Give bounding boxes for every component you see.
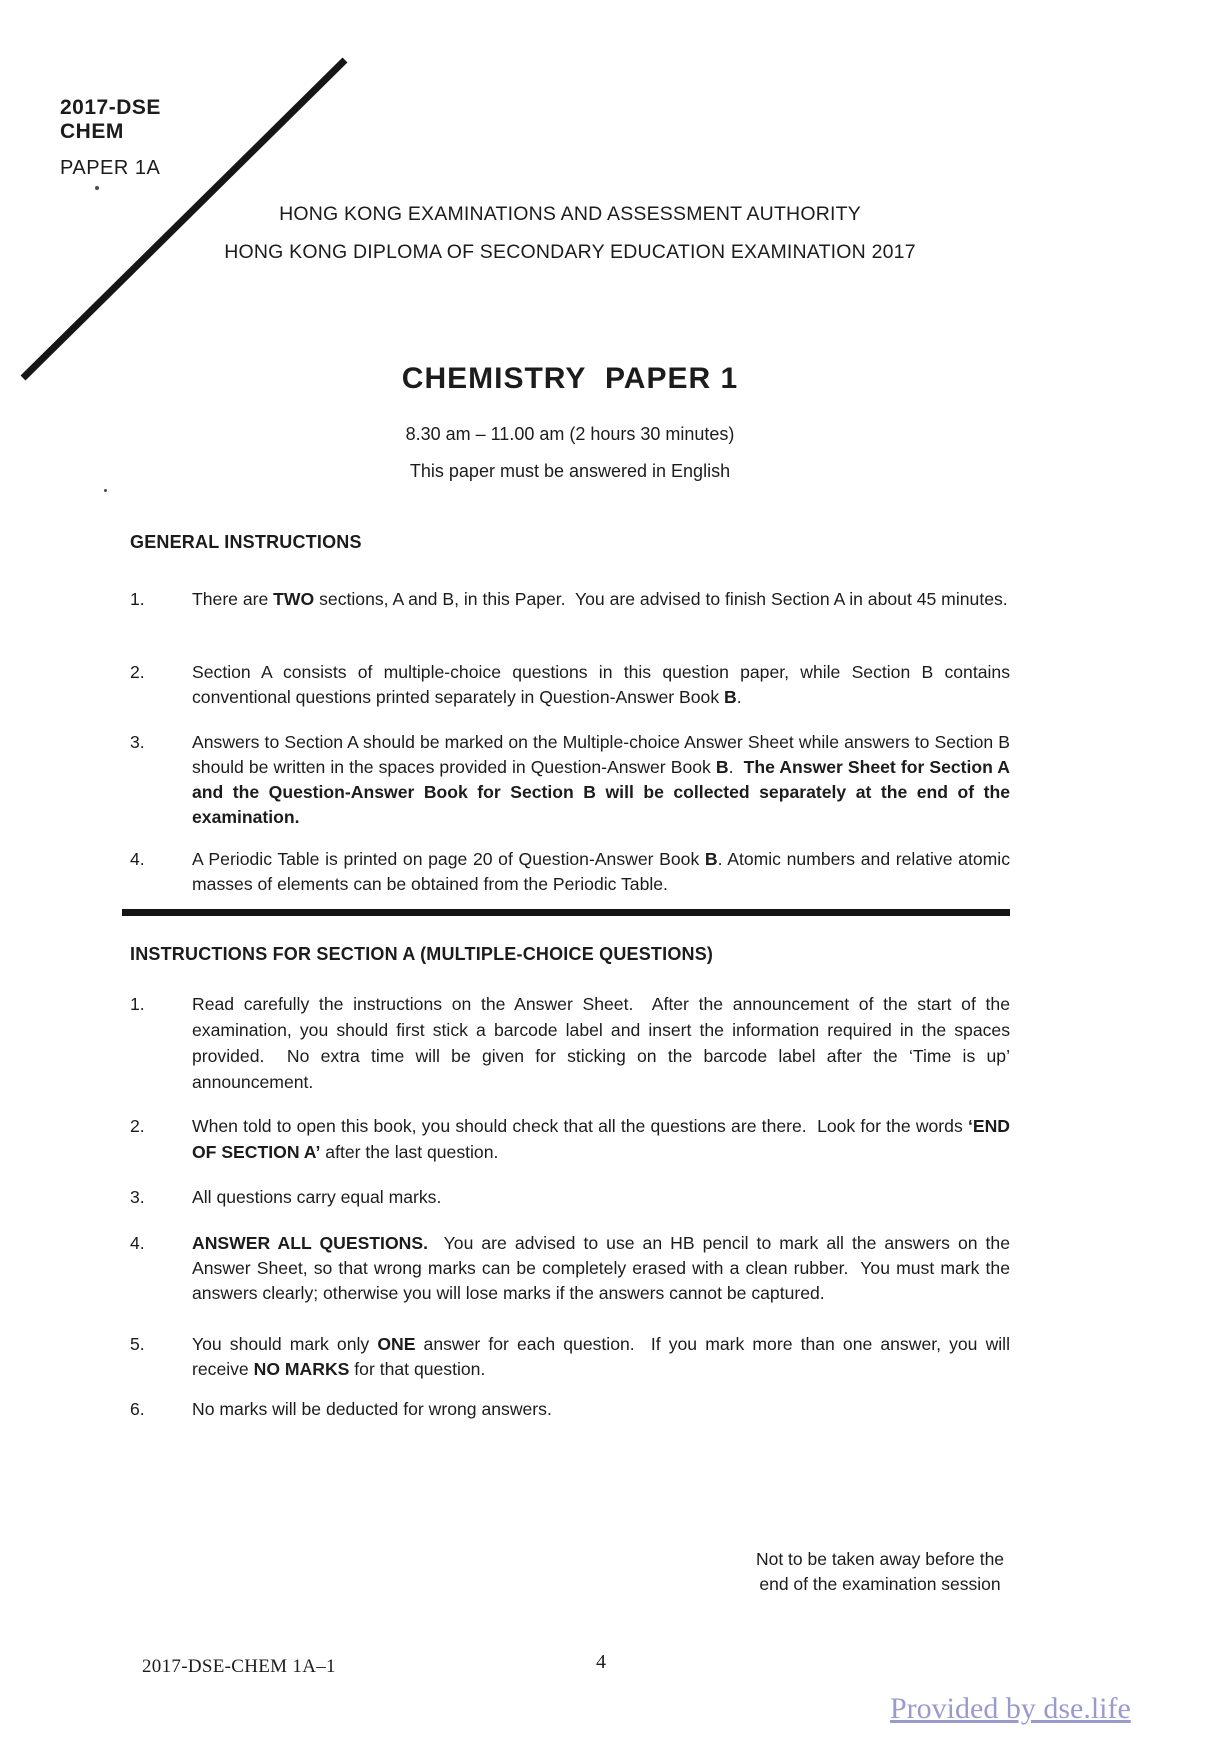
item-number: 4. (130, 1233, 145, 1253)
item-text: You should mark only ONE answer for each question. If you mark more than one answer, you will receive NO MARKS for that question. (192, 1334, 1010, 1379)
corner-year-code: 2017-DSE (60, 96, 161, 119)
general-instruction-3 (130, 730, 1010, 830)
item-number: 5. (130, 1334, 145, 1354)
corner-subject-code: CHEM (60, 120, 124, 143)
general-instruction-1 (130, 587, 1010, 612)
session-time: 8.30 am – 11.00 am (2 hours 30 minutes) (405, 424, 735, 444)
item-number: 3. (130, 732, 145, 752)
authority-name: HONG KONG EXAMINATIONS AND ASSESSMENT AUTHORITY (279, 203, 861, 225)
retention-notice-line1: Not to be taken away before the (755, 1549, 1005, 1569)
item-text: ANSWER ALL QUESTIONS. You are advised to use an HB pencil to mark all the answers on the Answer Sheet, so that wrong marks can be completely erased with a clean rubber. You must mark the answers clearly; otherwise you will lose marks if the answers cannot be captured. (192, 1233, 1010, 1303)
section-a-instruction-6 (130, 1397, 1010, 1422)
general-instruction-2 (130, 660, 1010, 710)
item-text: When told to open this book, you should check that all the questions are there. Look for the words ‘END OF SECTION A’ after the last question. (192, 1116, 1010, 1162)
scan-speck (95, 186, 99, 190)
general-instructions-heading: GENERAL INSTRUCTIONS (130, 532, 362, 552)
corner-paper-number: PAPER 1A (60, 157, 161, 179)
paper-title: CHEMISTRY PAPER 1 (401, 362, 739, 395)
item-text: Answers to Section A should be marked on the Multiple-choice Answer Sheet while answers to Section B should be written in the spaces provided in Question-Answer Book B. The Answer Sheet for Section A and the Question-Answer Book for Section B will be collected separately at the end of the examination. (192, 732, 1010, 827)
section-a-instruction-5 (130, 1332, 1010, 1382)
section-a-instruction-2 (130, 1113, 1010, 1165)
retention-notice-line2: end of the examination session (759, 1574, 1001, 1594)
retention-notice (720, 1547, 1040, 1597)
scan-speck (104, 489, 107, 492)
footer-paper-code: 2017-DSE-CHEM 1A–1 (142, 1656, 336, 1677)
section-a-instruction-4 (130, 1231, 1010, 1306)
item-number: 3. (130, 1187, 145, 1207)
item-number: 1. (130, 589, 145, 609)
section-a-instruction-1 (130, 991, 1010, 1095)
item-number: 2. (130, 1116, 145, 1136)
item-number: 6. (130, 1399, 145, 1419)
general-instruction-4 (130, 847, 1010, 897)
item-text: All questions carry equal marks. (192, 1187, 442, 1207)
section-divider-rule (122, 909, 1010, 916)
language-note: This paper must be answered in English (409, 461, 731, 481)
item-text: Section A consists of multiple-choice questions in this question paper, while Section B contains conventional questions printed separately in Question-Answer Book B. (192, 662, 1010, 707)
item-number: 2. (130, 662, 145, 682)
item-text: No marks will be deducted for wrong answers. (192, 1399, 552, 1419)
watermark-link[interactable]: Provided by dse.life (890, 1692, 1131, 1725)
section-a-instruction-3 (130, 1185, 1010, 1210)
item-number: 4. (130, 849, 145, 869)
corner-paper-code (60, 96, 161, 180)
section-a-instructions-heading: INSTRUCTIONS FOR SECTION A (MULTIPLE-CHOICE QUESTIONS) (130, 944, 714, 964)
item-text: Read carefully the instructions on the Answer Sheet. After the announcement of the start of the examination, you should first stick a barcode label and insert the information required in the spaces provided. No extra time will be given for sticking on the barcode label after the ‘Time is up’ announcement. (192, 994, 1010, 1092)
examination-name: HONG KONG DIPLOMA OF SECONDARY EDUCATION EXAMINATION 2017 (224, 241, 916, 263)
item-text: There are TWO sections, A and B, in this Paper. You are advised to finish Section A in about 45 minutes. (192, 589, 1008, 609)
item-number: 1. (130, 994, 145, 1014)
footer-page-number: 4 (596, 1651, 606, 1673)
item-text: A Periodic Table is printed on page 20 of Question-Answer Book B. Atomic numbers and relative atomic masses of elements can be obtained from the Periodic Table. (192, 849, 1010, 894)
